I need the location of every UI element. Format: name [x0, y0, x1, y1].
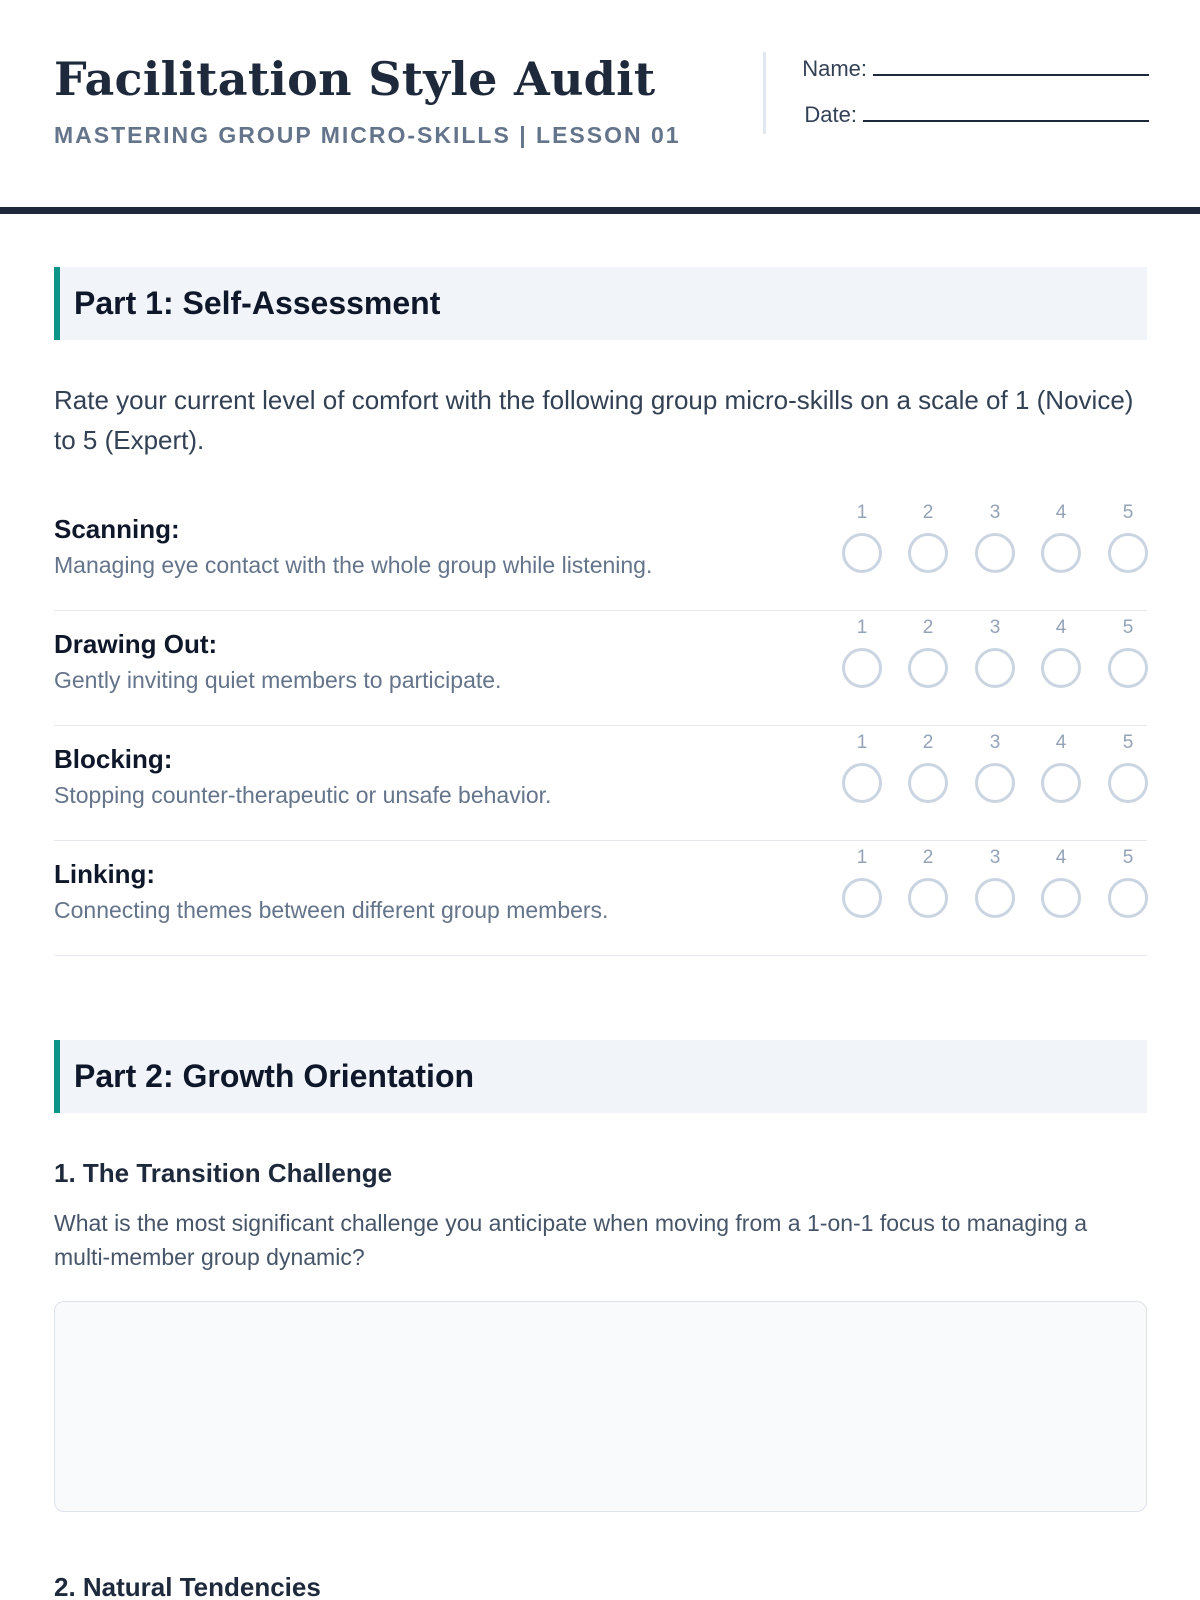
rating-radio[interactable]: [908, 648, 948, 688]
skill-description: Managing eye contact with the whole group while listening.: [54, 552, 653, 578]
skill-description: Stopping counter-therapeutic or unsafe behavior.: [54, 782, 552, 808]
rating-radio[interactable]: [842, 878, 882, 918]
rating-number: 3: [989, 732, 1001, 753]
skill-row: [54, 611, 1147, 726]
rating-scale: [842, 732, 1147, 812]
skill-row: [54, 496, 1147, 611]
rating-radio[interactable]: [908, 533, 948, 573]
rating-number: 3: [989, 617, 1001, 638]
rating-radio[interactable]: [1108, 648, 1148, 688]
rating-option[interactable]: [1041, 617, 1081, 697]
rating-number: 5: [1122, 617, 1134, 638]
rating-radio[interactable]: [1108, 763, 1148, 803]
rating-radio[interactable]: [975, 648, 1015, 688]
rating-option[interactable]: [975, 732, 1015, 812]
part1-instructions: Rate your current level of comfort with the following group micro-skills on a scale of 1 (Novice) to 5 (Expert).: [54, 385, 1134, 455]
skill-name: Blocking:: [54, 744, 173, 774]
rating-scale: [842, 847, 1147, 927]
rating-option[interactable]: [1108, 732, 1148, 812]
skill-name: Scanning:: [54, 514, 180, 544]
rating-radio[interactable]: [1108, 533, 1148, 573]
rating-option[interactable]: [1041, 732, 1081, 812]
rating-number: 2: [922, 502, 934, 523]
rating-option[interactable]: [908, 502, 948, 582]
rating-option[interactable]: [975, 502, 1015, 582]
rating-radio[interactable]: [842, 533, 882, 573]
rating-option[interactable]: [1041, 502, 1081, 582]
rating-number: 1: [856, 732, 868, 753]
rating-option[interactable]: [1108, 502, 1148, 582]
page-subtitle: MASTERING GROUP MICRO-SKILLS | LESSON 01: [54, 122, 681, 148]
rating-number: 2: [922, 617, 934, 638]
rating-number: 4: [1055, 847, 1067, 868]
rating-radio[interactable]: [975, 878, 1015, 918]
rating-radio[interactable]: [1041, 533, 1081, 573]
rating-radio[interactable]: [975, 533, 1015, 573]
question-title: 2. Natural Tendencies: [54, 1572, 321, 1600]
rating-scale: [842, 502, 1147, 582]
section-heading-part1: [54, 267, 1147, 340]
section-title: Part 2: Growth Orientation: [74, 1058, 475, 1094]
rating-radio[interactable]: [842, 763, 882, 803]
skill-description: Connecting themes between different group members.: [54, 897, 609, 923]
skill-description: Gently inviting quiet members to participate.: [54, 667, 502, 693]
skill-row: [54, 726, 1147, 841]
rating-option[interactable]: [1108, 847, 1148, 927]
rating-radio[interactable]: [1041, 763, 1081, 803]
page-title: Facilitation Style Audit: [54, 52, 656, 106]
rating-number: 4: [1055, 617, 1067, 638]
rating-option[interactable]: [842, 732, 882, 812]
rating-number: 3: [989, 847, 1001, 868]
answer-textarea[interactable]: [54, 1301, 1147, 1512]
rating-option[interactable]: [842, 502, 882, 582]
rating-radio[interactable]: [975, 763, 1015, 803]
rating-number: 2: [922, 732, 934, 753]
name-field[interactable]: [802, 56, 1149, 82]
skill-name: Drawing Out:: [54, 629, 218, 659]
rating-radio[interactable]: [908, 878, 948, 918]
rating-option[interactable]: [908, 847, 948, 927]
rating-option[interactable]: [842, 617, 882, 697]
rating-option[interactable]: [975, 847, 1015, 927]
rating-number: 4: [1055, 502, 1067, 523]
header-divider: [0, 207, 1200, 214]
rating-option[interactable]: [908, 732, 948, 812]
rating-option[interactable]: [1041, 847, 1081, 927]
rating-radio[interactable]: [1041, 878, 1081, 918]
rating-number: 2: [922, 847, 934, 868]
rating-radio[interactable]: [1108, 878, 1148, 918]
date-field[interactable]: [804, 102, 1149, 128]
rating-option[interactable]: [842, 847, 882, 927]
rating-number: 1: [856, 847, 868, 868]
section-heading-part2: [54, 1040, 1147, 1113]
date-line[interactable]: [863, 120, 1149, 122]
rating-option[interactable]: [1108, 617, 1148, 697]
name-label: Name:: [802, 56, 867, 81]
section-title: Part 1: Self-Assessment: [74, 285, 441, 321]
rating-number: 5: [1122, 732, 1134, 753]
rating-radio[interactable]: [842, 648, 882, 688]
rating-option[interactable]: [975, 617, 1015, 697]
worksheet-header: [54, 0, 1146, 210]
rating-number: 5: [1122, 502, 1134, 523]
rating-number: 5: [1122, 847, 1134, 868]
rating-number: 1: [856, 617, 868, 638]
name-line[interactable]: [873, 74, 1149, 76]
rating-number: 3: [989, 502, 1001, 523]
rating-number: 4: [1055, 732, 1067, 753]
date-label: Date:: [804, 102, 857, 127]
name-date-block: [763, 52, 1149, 134]
rating-scale: [842, 617, 1147, 697]
rating-radio[interactable]: [908, 763, 948, 803]
skill-name: Linking:: [54, 859, 156, 889]
skill-row: [54, 841, 1147, 956]
rating-radio[interactable]: [1041, 648, 1081, 688]
question-title: 1. The Transition Challenge: [54, 1158, 393, 1188]
rating-option[interactable]: [908, 617, 948, 697]
rating-number: 1: [856, 502, 868, 523]
question-prompt: What is the most significant challenge you anticipate when moving from a 1-on-1 focus to managing a multi-member group dynamic?: [54, 1210, 1088, 1270]
